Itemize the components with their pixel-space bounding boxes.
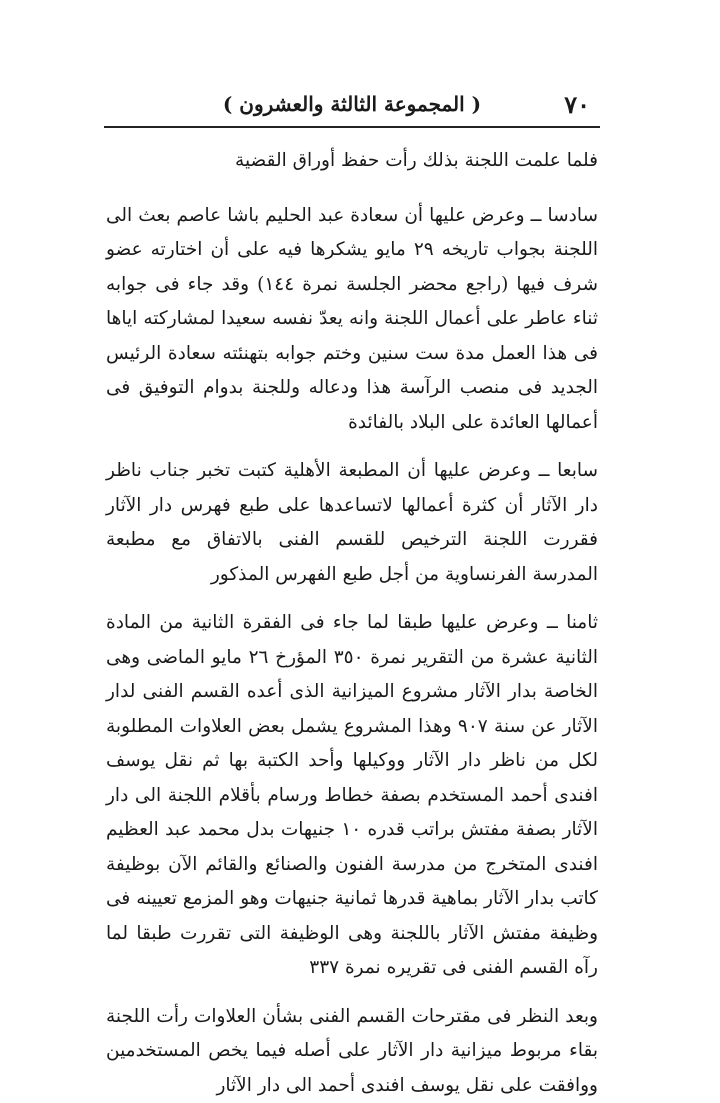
paragraph-sixth-item: سادسا ــ وعرض عليها أن سعادة عبد الحليم باشا عاصم بعث الى اللجنة بجواب تاريخه ٢٩ مايو يشكرها فيه على أن اختارته عضو شرف فيها (راجع محضر الجلسة نمرة ١٤٤) وقد جاء فى جوابه ثناء عاطر على أعمال اللجنة وانه يعدّ نفسه سعيدا لمشاركته اياها فى هذا العمل مدة ست سنين وختم جوابه بتهنئته سعادة الرئيس الجديد فى منصب الرآسة هذا ودعاله وللجنة بدوام التوفيق فى أعمالها العائدة على البلاد بالفائدة bbox=[106, 199, 598, 441]
paragraph-seventh-item: سابعا ــ وعرض عليها أن المطبعة الأهلية كتبت تخبر جناب ناظر دار الآثار أن كثرة أعمالها لاتساعدها على طبع فهرس دار الآثار فقررت اللجنة الترخيص للقسم الفنى بالاتفاق مع مطبعة المدرسة الفرنساوية من أجل طبع الفهرس المذكور bbox=[106, 454, 598, 592]
running-title: ( المجموعة الثالثة والعشرون ) bbox=[104, 92, 600, 116]
page-number: ٧٠ bbox=[564, 90, 590, 119]
paragraph-decision: وبعد النظر فى مقترحات القسم الفنى بشأن العلاوات رأت اللجنة بقاء مربوط ميزانية دار الآثار على أصله فيما يخص المستخدمين ووافقت على نقل يوسف افندى أحمد الى دار الآثار bbox=[106, 1000, 598, 1103]
page-header bbox=[104, 88, 600, 128]
header-rule bbox=[104, 126, 600, 128]
page-body bbox=[106, 144, 598, 1103]
paragraph-conclusion: فلما علمت اللجنة بذلك رأت حفظ أوراق القضية bbox=[106, 144, 598, 179]
paragraph-eighth-item: ثامنا ــ وعرض عليها طبقا لما جاء فى الفقرة الثانية من المادة الثانية عشرة من التقرير نمرة ٣٥٠ المؤرخ ٢٦ مايو الماضى وهى الخاصة بدار الآثار مشروع الميزانية الذى أعده القسم الفنى لدار الآثار عن سنة ٩٠٧ وهذا المشروع يشمل بعض العلاوات المطلوبة لكل من ناظر دار الآثار ووكيلها وأحد الكتبة بها ثم نقل يوسف افندى أحمد المستخدم بصفة خطاط ورسام بأقلام اللجنة الى دار الآثار بصفة مفتش براتب قدره ١٠ جنيهات بدل محمد عبد العظيم افندى المتخرج من مدرسة الفنون والصنائع والقائم الآن بوظيفة كاتب بدار الآثار بماهية قدرها ثمانية جنيهات وهو المزمع تعيينه فى وظيفة مفتش الآثار باللجنة وهى الوظيفة التى تقررت طبقا لما رآه القسم الفنى فى تقريره نمرة ٣٣٧ bbox=[106, 606, 598, 986]
